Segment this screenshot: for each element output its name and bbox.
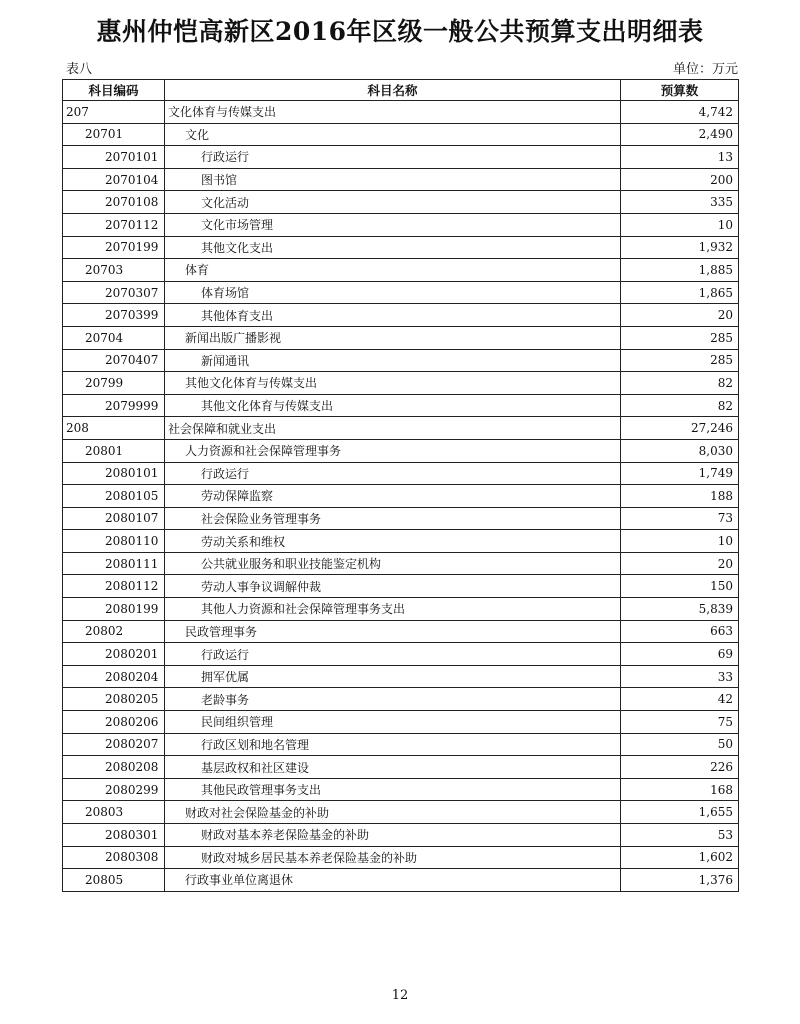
row-name: 文化体育与传媒支出	[165, 101, 621, 124]
row-amount: 69	[621, 643, 739, 666]
table-row	[63, 485, 739, 508]
row-amount: 663	[621, 620, 739, 643]
row-amount: 1,655	[621, 801, 739, 824]
row-amount: 13	[621, 146, 739, 169]
row-amount: 285	[621, 349, 739, 372]
row-name: 老龄事务	[165, 688, 621, 711]
table-header	[63, 80, 739, 101]
row-name: 其他体育支出	[165, 304, 621, 327]
table-row	[63, 439, 739, 462]
row-code: 20802	[63, 620, 165, 643]
page-number: 12	[391, 988, 409, 1003]
table-row	[63, 123, 739, 146]
row-name: 行政运行	[165, 462, 621, 485]
table-row	[63, 869, 739, 892]
row-code: 20803	[63, 801, 165, 824]
row-code: 20703	[63, 259, 165, 282]
row-code: 2070399	[63, 304, 165, 327]
row-code: 2070199	[63, 236, 165, 259]
table-row	[63, 598, 739, 621]
row-code: 2080112	[63, 575, 165, 598]
row-code: 2080208	[63, 756, 165, 779]
table-row	[63, 665, 739, 688]
table-row	[63, 552, 739, 575]
table-row	[63, 507, 739, 530]
row-code: 208	[63, 417, 165, 440]
table-row	[63, 191, 739, 214]
row-code: 2070101	[63, 146, 165, 169]
row-name: 行政运行	[165, 146, 621, 169]
row-amount: 335	[621, 191, 739, 214]
row-name: 人力资源和社会保障管理事务	[165, 439, 621, 462]
row-name: 行政运行	[165, 643, 621, 666]
row-name: 劳动人事争议调解仲裁	[165, 575, 621, 598]
table-row	[63, 281, 739, 304]
unit-label: 单位：万元	[672, 62, 738, 77]
row-amount: 150	[621, 575, 739, 598]
header-row	[63, 80, 739, 101]
row-name: 文化活动	[165, 191, 621, 214]
table-row	[63, 417, 739, 440]
row-name: 劳动保障监察	[165, 485, 621, 508]
row-amount: 10	[621, 213, 739, 236]
row-name: 其他民政管理事务支出	[165, 778, 621, 801]
row-name: 拥军优属	[165, 665, 621, 688]
row-code: 2080110	[63, 530, 165, 553]
table-row	[63, 643, 739, 666]
row-name: 基层政权和社区建设	[165, 756, 621, 779]
row-code: 20801	[63, 439, 165, 462]
row-amount: 1,602	[621, 846, 739, 869]
row-name: 体育	[165, 259, 621, 282]
row-code: 2080205	[63, 688, 165, 711]
row-name: 图书馆	[165, 168, 621, 191]
table-row	[63, 711, 739, 734]
table-row	[63, 326, 739, 349]
row-code: 2080101	[63, 462, 165, 485]
row-amount: 50	[621, 733, 739, 756]
row-code: 20704	[63, 326, 165, 349]
row-amount: 27,246	[621, 417, 739, 440]
table-row	[63, 620, 739, 643]
row-name: 行政区划和地名管理	[165, 733, 621, 756]
row-name: 新闻出版广播影视	[165, 326, 621, 349]
row-amount: 1,885	[621, 259, 739, 282]
row-name: 其他人力资源和社会保障管理事务支出	[165, 598, 621, 621]
row-name: 文化	[165, 123, 621, 146]
row-name: 新闻通讯	[165, 349, 621, 372]
row-amount: 53	[621, 824, 739, 847]
table-row	[63, 146, 739, 169]
row-code: 2080206	[63, 711, 165, 734]
row-amount: 10	[621, 530, 739, 553]
row-name: 行政事业单位离退休	[165, 869, 621, 892]
row-amount: 188	[621, 485, 739, 508]
row-amount: 42	[621, 688, 739, 711]
row-code: 2070104	[63, 168, 165, 191]
header-code: 科目编码	[63, 80, 165, 101]
row-code: 207	[63, 101, 165, 124]
row-code: 2080201	[63, 643, 165, 666]
row-code: 2080111	[63, 552, 165, 575]
row-name: 文化市场管理	[165, 213, 621, 236]
row-amount: 73	[621, 507, 739, 530]
row-name: 体育场馆	[165, 281, 621, 304]
row-amount: 82	[621, 394, 739, 417]
row-code: 2080207	[63, 733, 165, 756]
row-name: 社会保障和就业支出	[165, 417, 621, 440]
table-row	[63, 101, 739, 124]
table-row	[63, 462, 739, 485]
row-amount: 1,865	[621, 281, 739, 304]
table-label: 表八	[66, 62, 93, 77]
row-name: 财政对基本养老保险基金的补助	[165, 824, 621, 847]
table-body	[63, 101, 739, 892]
table-row	[63, 394, 739, 417]
row-amount: 1,376	[621, 869, 739, 892]
row-amount: 1,932	[621, 236, 739, 259]
table-row	[63, 801, 739, 824]
header-amount: 预算数	[621, 80, 739, 101]
row-amount: 2,490	[621, 123, 739, 146]
table-row	[63, 530, 739, 553]
row-code: 2070108	[63, 191, 165, 214]
row-amount: 168	[621, 778, 739, 801]
row-amount: 82	[621, 372, 739, 395]
table-row	[63, 756, 739, 779]
row-amount: 33	[621, 665, 739, 688]
row-amount: 8,030	[621, 439, 739, 462]
table-row	[63, 778, 739, 801]
row-amount: 20	[621, 304, 739, 327]
row-name: 其他文化体育与传媒支出	[165, 372, 621, 395]
row-amount: 200	[621, 168, 739, 191]
row-code: 2070307	[63, 281, 165, 304]
table-row	[63, 824, 739, 847]
row-amount: 226	[621, 756, 739, 779]
table-row	[63, 372, 739, 395]
row-amount: 5,839	[621, 598, 739, 621]
row-amount: 1,749	[621, 462, 739, 485]
table-row	[63, 236, 739, 259]
table-row	[63, 733, 739, 756]
table-row	[63, 349, 739, 372]
row-name: 财政对社会保险基金的补助	[165, 801, 621, 824]
row-code: 2080199	[63, 598, 165, 621]
table-row	[63, 168, 739, 191]
row-code: 20805	[63, 869, 165, 892]
table-row	[63, 213, 739, 236]
table-row	[63, 575, 739, 598]
table-row	[63, 304, 739, 327]
row-name: 社会保险业务管理事务	[165, 507, 621, 530]
row-code: 2070407	[63, 349, 165, 372]
row-code: 2080204	[63, 665, 165, 688]
row-amount: 20	[621, 552, 739, 575]
table-row	[63, 259, 739, 282]
header-name: 科目名称	[165, 80, 621, 101]
row-amount: 285	[621, 326, 739, 349]
table-row	[63, 846, 739, 869]
table-row	[63, 688, 739, 711]
row-code: 2080299	[63, 778, 165, 801]
row-amount: 4,742	[621, 101, 739, 124]
row-name: 财政对城乡居民基本养老保险基金的补助	[165, 846, 621, 869]
row-name: 劳动关系和维权	[165, 530, 621, 553]
row-name: 公共就业服务和职业技能鉴定机构	[165, 552, 621, 575]
row-code: 20701	[63, 123, 165, 146]
row-amount: 75	[621, 711, 739, 734]
row-code: 2070112	[63, 213, 165, 236]
row-code: 2080105	[63, 485, 165, 508]
row-code: 20799	[63, 372, 165, 395]
page-title: 惠州仲恺高新区2016年区级一般公共预算支出明细表	[96, 17, 704, 46]
row-name: 民政管理事务	[165, 620, 621, 643]
row-code: 2080301	[63, 824, 165, 847]
row-code: 2080308	[63, 846, 165, 869]
row-code: 2079999	[63, 394, 165, 417]
row-code: 2080107	[63, 507, 165, 530]
row-name: 其他文化体育与传媒支出	[165, 394, 621, 417]
row-name: 民间组织管理	[165, 711, 621, 734]
budget-table	[62, 79, 739, 892]
row-name: 其他文化支出	[165, 236, 621, 259]
